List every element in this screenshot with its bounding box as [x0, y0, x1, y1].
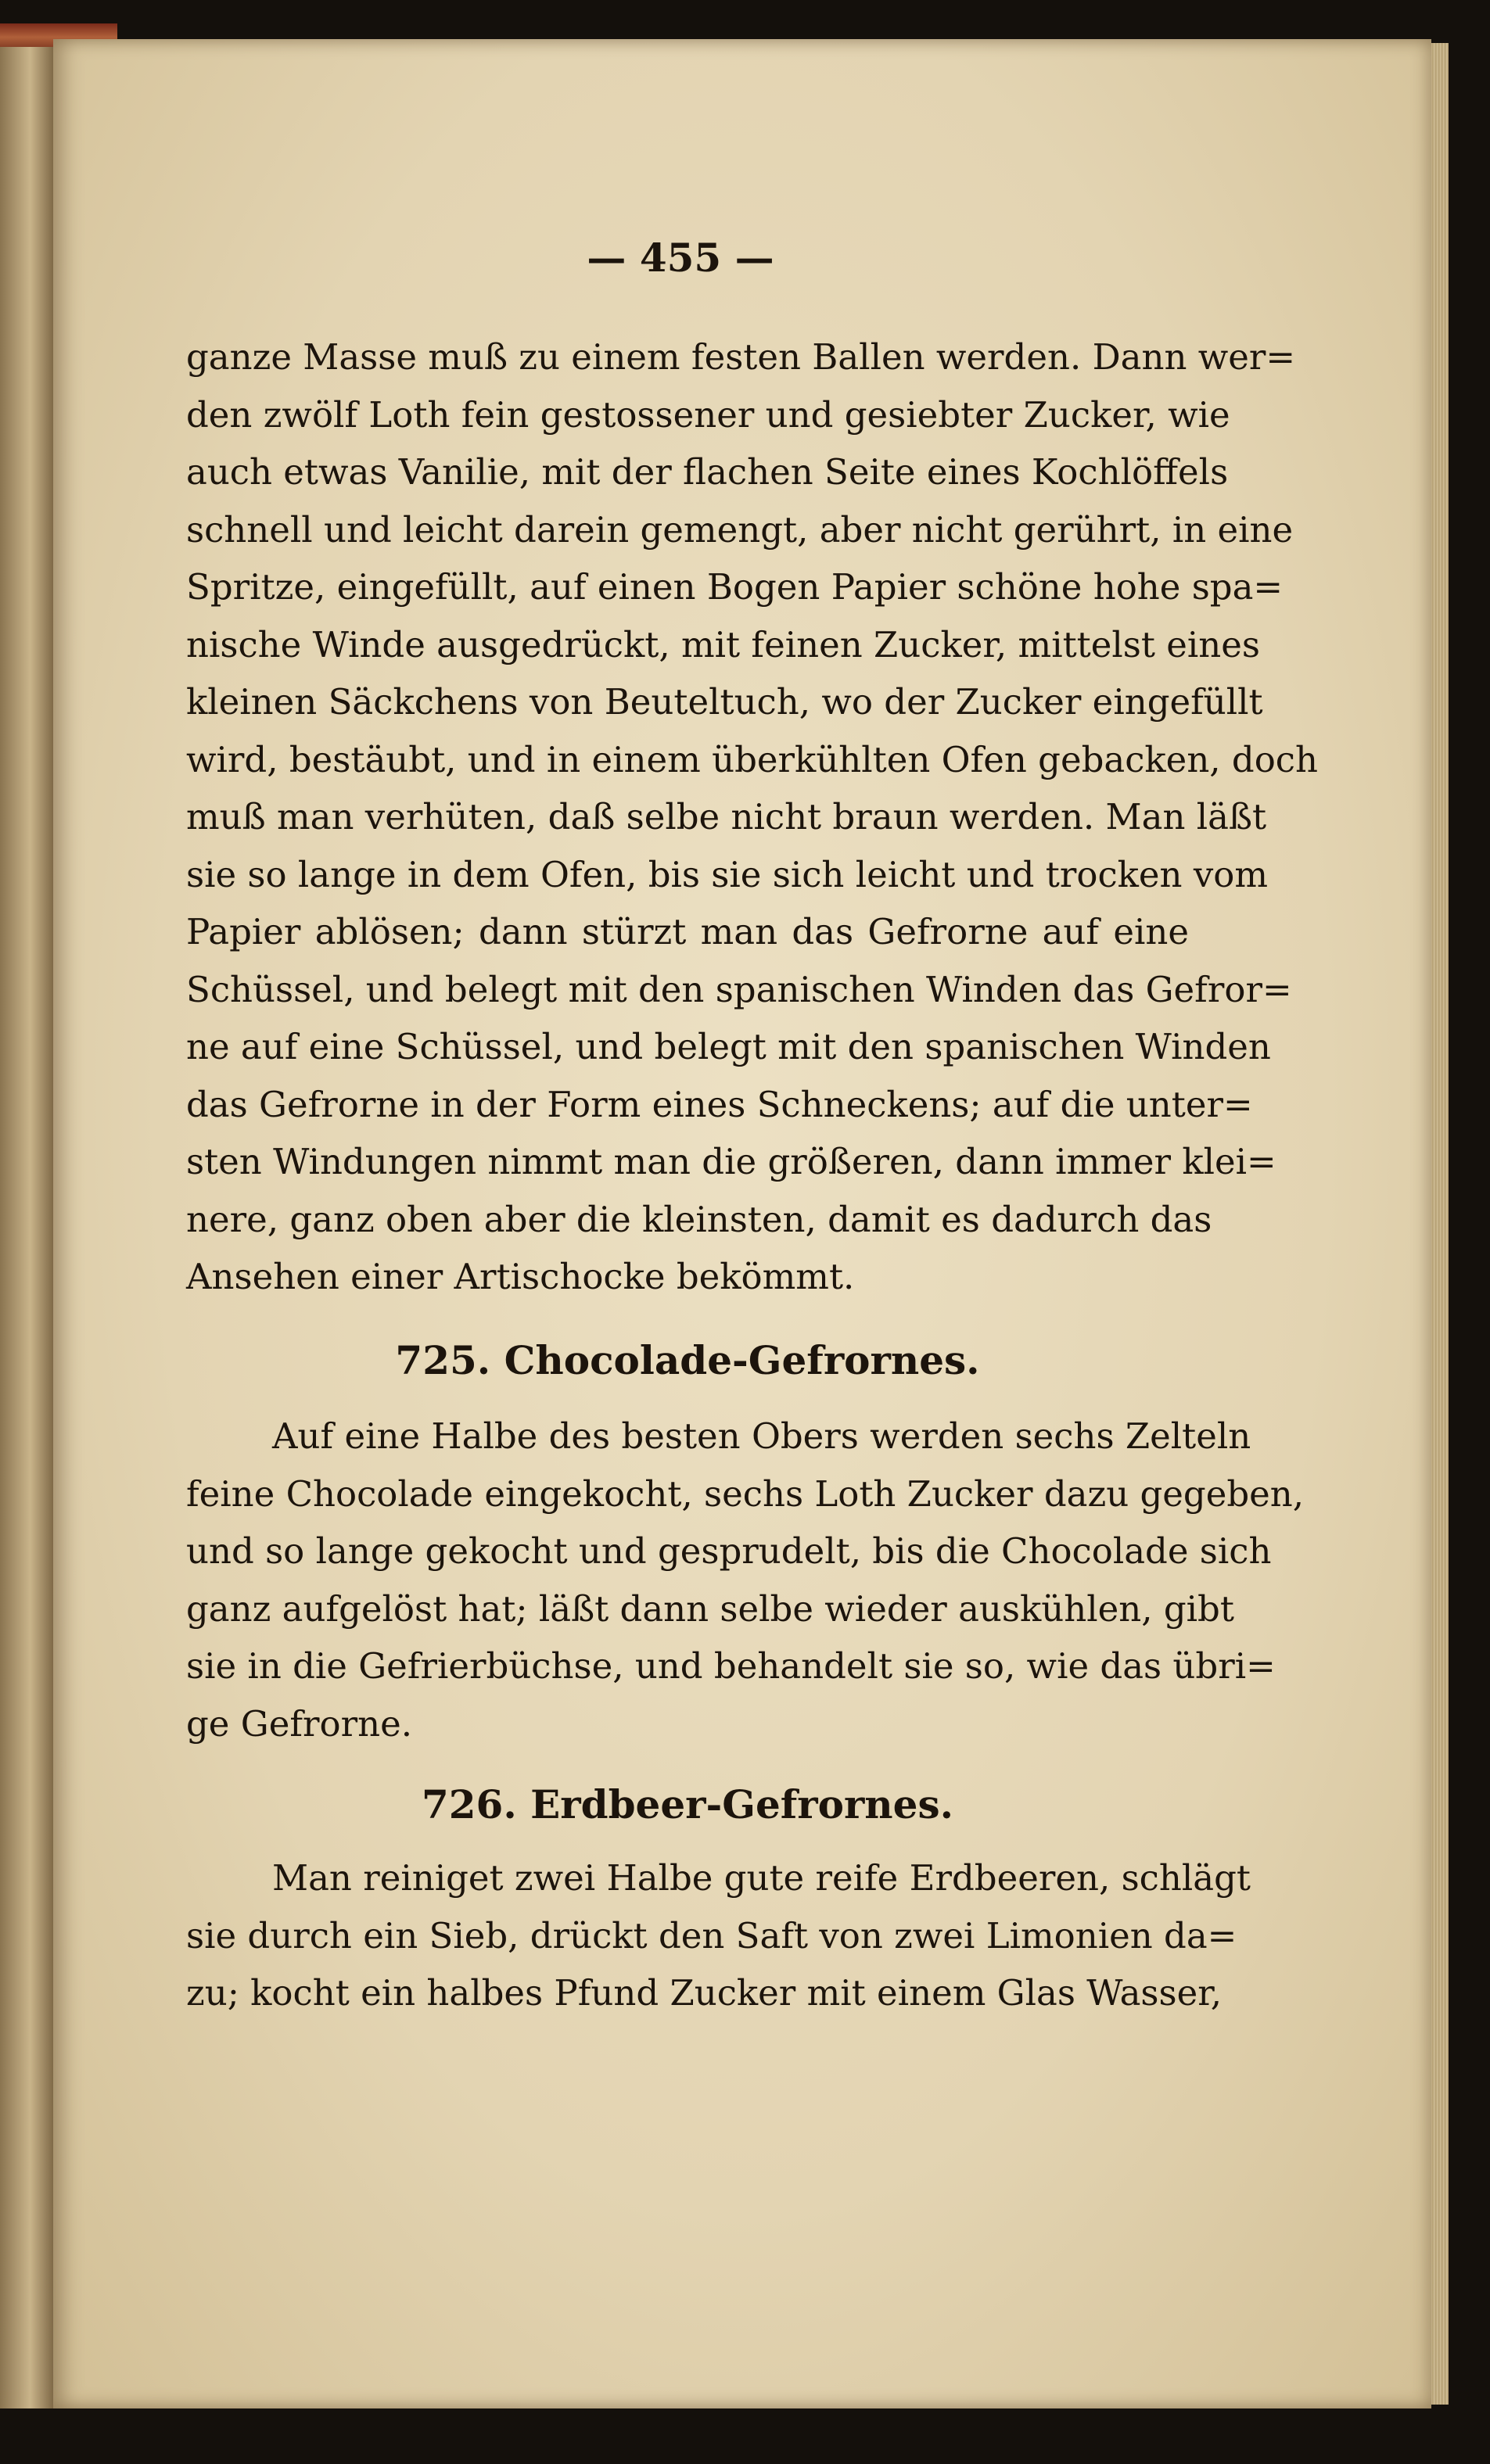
text-line: sie in die Gefrierbüchse, und behandelt sie so, wie das übri=: [186, 1645, 1276, 1687]
text-line: kleinen Säckchens von Beuteltuch, wo der Zucker eingefüllt: [186, 681, 1263, 723]
text-line: schnell und leicht darein gemengt, aber nicht gerührt, in eine: [186, 508, 1294, 551]
recipe-body-726: [186, 1849, 1251, 2022]
text-line: auch etwas Vanilie, mit der flachen Seite eines Kochlöffels: [186, 451, 1229, 493]
text-line: zu; kocht ein halbes Pfund Zucker mit einem Glas Wasser,: [186, 1972, 1223, 2014]
text-line: das Gefrorne in der Form eines Schneckens; auf die unter=: [186, 1083, 1253, 1125]
text-line: nere, ganz oben aber die kleinsten, damit es dadurch das: [186, 1198, 1212, 1240]
text-line: feine Chocolade eingekocht, sechs Loth Zucker dazu gegeben,: [186, 1472, 1305, 1515]
text-line: ganz aufgelöst hat; läßt dann selbe wieder auskühlen, gibt: [186, 1587, 1234, 1630]
text-line: muß man verhüten, daß selbe nicht braun werden. Man läßt: [186, 796, 1267, 837]
text-line: nische Winde ausgedrückt, mit feinen Zucker, mittelst eines: [186, 623, 1260, 665]
text-line: Man reiniget zwei Halbe gute reife Erdbeeren, schlägt: [272, 1857, 1251, 1899]
text-line: sie so lange in dem Ofen, bis sie sich leicht und trocken vom: [186, 853, 1269, 895]
text-line: und so lange gekocht und gesprudelt, bis die Chocolade sich: [186, 1530, 1272, 1572]
text-line: Papier ablösen; dann stürzt man das Gefrorne auf eine: [186, 911, 1189, 952]
text-line: sten Windungen nimmt man die größeren, dann immer klei=: [186, 1141, 1276, 1182]
text-line: Ansehen einer Artischocke bekömmt.: [186, 1256, 855, 1297]
text-line: ne auf eine Schüssel, und belegt mit den spanischen Winden: [186, 1026, 1271, 1067]
text-line: Spritze, eingefüllt, auf einen Bogen Papier schöne hohe spa=: [186, 566, 1284, 608]
text-line: Auf eine Halbe des besten Obers werden sechs Zelteln: [272, 1415, 1251, 1457]
recipe-heading-726: 726. Erdbeer-Gefrornes.: [421, 1781, 954, 1827]
text-line: ganze Masse muß zu einem festen Ballen werden. Dann wer=: [186, 336, 1296, 378]
text-line: ge Gefrorne.: [186, 1702, 413, 1745]
left-page-edge: [0, 47, 55, 2408]
text-line: den zwölf Loth fein gestossener und gesiebter Zucker, wie: [186, 393, 1230, 436]
recipe-heading-725: 725. Chocolade-Gefrornes.: [395, 1337, 980, 1383]
page-number: — 455 —: [587, 235, 774, 281]
text-line: wird, bestäubt, und in einem überkühlten Ofen gebacken, doch: [186, 738, 1318, 780]
recipe-body-725: [186, 1408, 1305, 1752]
text-line: sie durch ein Sieb, drückt den Saft von zwei Limonien da=: [186, 1914, 1237, 1956]
text-line: Schüssel, und belegt mit den spanischen Winden das Gefror=: [186, 968, 1292, 1010]
page-stack-edge: [1431, 43, 1449, 2405]
paragraph-continuation: [186, 328, 1318, 1306]
